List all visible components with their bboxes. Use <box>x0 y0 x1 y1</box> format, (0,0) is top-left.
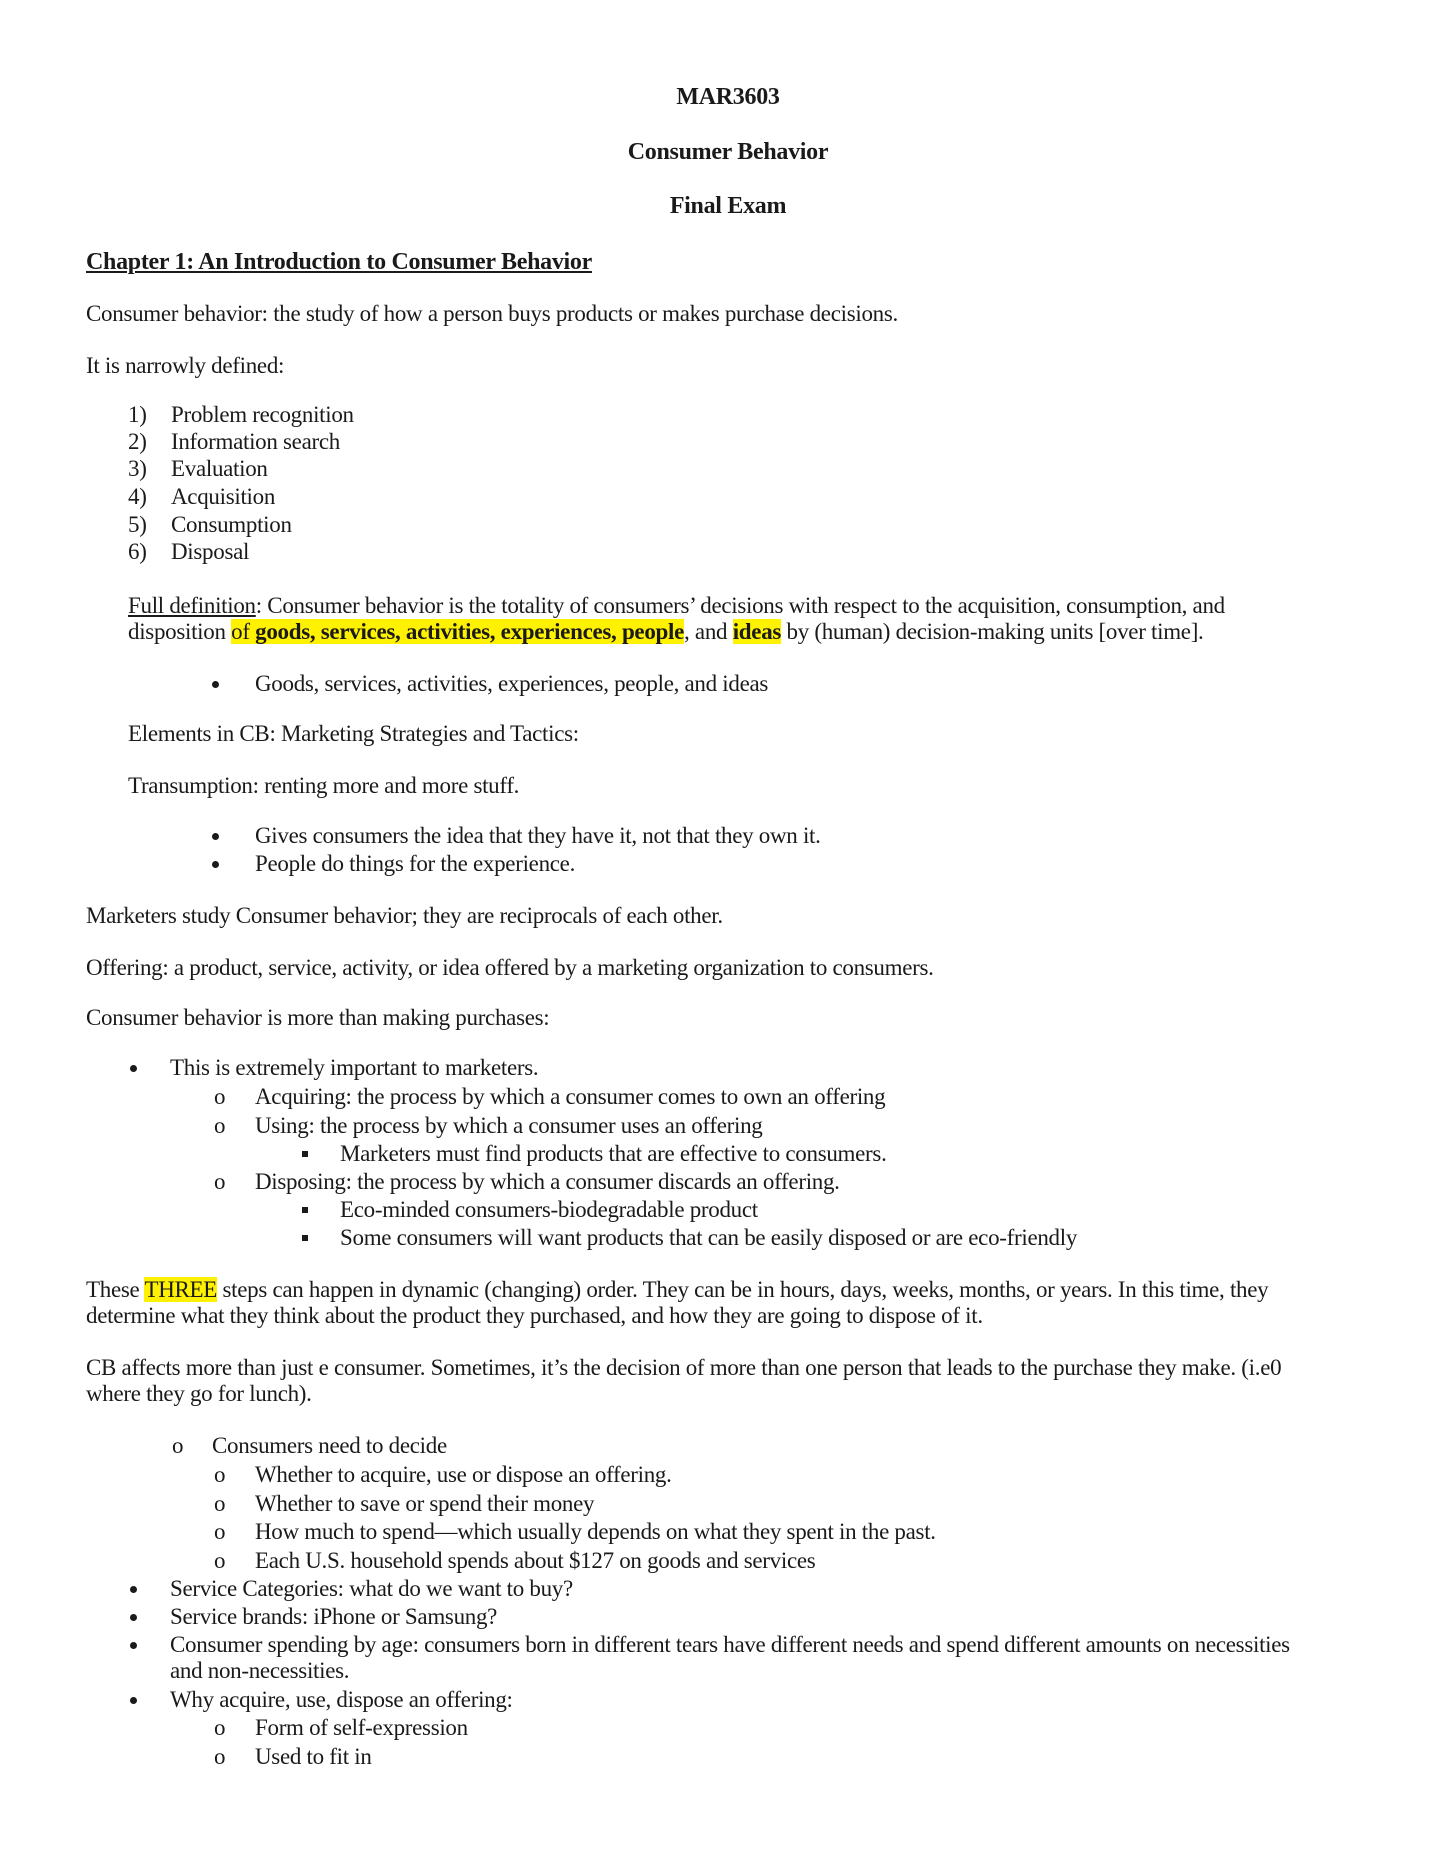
course-code: MAR3603 <box>676 84 780 110</box>
full-definition-line2: disposition of goods, services, activities, experiences, people, and ideas by (human) decision-making units [over time]. <box>128 619 1204 644</box>
cb-affects-line1: CB affects more than just e consumer. Sometimes, it’s the decision of more than one person that leads to the purchase they make. (i.e0 <box>86 1355 1282 1380</box>
offering-line: Offering: a product, service, activity, or idea offered by a marketing organization to consumers. <box>86 955 934 980</box>
elements-line: Elements in CB: Marketing Strategies and Tactics: <box>128 721 579 746</box>
bullet-icon <box>212 833 219 840</box>
exam-title: Final Exam <box>669 193 787 219</box>
bullet-icon <box>130 1697 137 1704</box>
course-subject: Consumer Behavior <box>627 139 829 165</box>
bullet-icon <box>212 861 219 868</box>
cb-affects-line2: where they go for lunch). <box>86 1381 312 1406</box>
bullet-icon <box>130 1586 137 1593</box>
square-bullet-icon <box>302 1151 308 1157</box>
bullet-icon <box>130 1642 137 1649</box>
cb-definition: Consumer behavior: the study of how a person buys products or makes purchase decisions. <box>86 301 898 326</box>
document-page: MAR3603 Consumer Behavior Final Exam Chapter 1: An Introduction to Consumer Behavior Consumer behavior: the study of how a person buys products or makes purchase decisions. It is narrowly defined: 1) Problem recognition 2) Information search 3) Evaluation 4) Acquisition 5) Consumption 6) Disposal Full definition: Consumer behavior is the totality of consumers’ decisions with respect to the acquisition, consumption, and disposition of goods, services, activities, experiences, people, and ideas by (human) decision-making units [over time]. Goods, services, activities, experiences, people, and ideas Elements in CB: Marketing Strategies and Tactics: Transumption: renting more and more stuff. Gives consumers the idea that they have it, not that they own it. People do things for the experience. Marketers study Consumer behavior; they are reciprocals of each other. Offering: a product, service, activity, or idea offered by a marketing organization to consumers. Consumer behavior is more than making purchases: This is extremely important to marketers. o Acquiring: the process by which a consumer comes to own an offering o Using: the process by which a consumer uses an offering Marketers must find products that are effective to consumers. o Disposing: the process by which a consumer discards an offering. Eco-minded consumers-biodegradable product Some consumers will want products that can be easily disposed or are eco-friendly These THREE steps can happen in dynamic (changing) order. They can be in hours, days, weeks, months, or years. In this time, they determine what they think about the product they purchased, and how they are going to dispose of it. CB affects more than just e consumer. Sometimes, it’s the decision of more than one person that leads to the purchase they make. (i.e0 where they go for lunch). o Consumers need to decide o Whether to acquire, use or dispose an offering. o Whether to save or spend their money o How much to spend—which usually depends on what they spent in the past. o Each U.S. household spends about $127 on goods and services Service Categories: what do we want to buy? Service brands: iPhone or Samsung? Consumer spending by age: consumers born in different tears have different needs and spend different amounts on necessities and non-necessities. Why acquire, use, dispose an offering: o Form of self-expression o Used to fit in <box>0 0 1456 1872</box>
three-steps-line2: determine what they think about the product they purchased, and how they are going to dispose of it. <box>86 1303 983 1328</box>
full-definition-line1: Full definition: Consumer behavior is the totality of consumers’ decisions with respect to the acquisition, consumption, and <box>128 593 1225 618</box>
narrow-intro: It is narrowly defined: <box>86 353 285 378</box>
three-steps-line1: These THREE steps can happen in dynamic (changing) order. They can be in hours, days, weeks, months, or years. In this time, they <box>86 1277 1269 1302</box>
bullet-icon <box>130 1065 137 1072</box>
transumption-line: Transumption: renting more and more stuff. <box>128 773 520 798</box>
square-bullet-icon <box>302 1235 308 1241</box>
more-than-line: Consumer behavior is more than making purchases: <box>86 1005 550 1030</box>
chapter-heading: Chapter 1: An Introduction to Consumer Behavior <box>86 249 592 275</box>
bullet-icon <box>130 1614 137 1621</box>
bullet-icon <box>212 681 219 688</box>
marketers-line: Marketers study Consumer behavior; they are reciprocals of each other. <box>86 903 723 928</box>
square-bullet-icon <box>302 1207 308 1213</box>
